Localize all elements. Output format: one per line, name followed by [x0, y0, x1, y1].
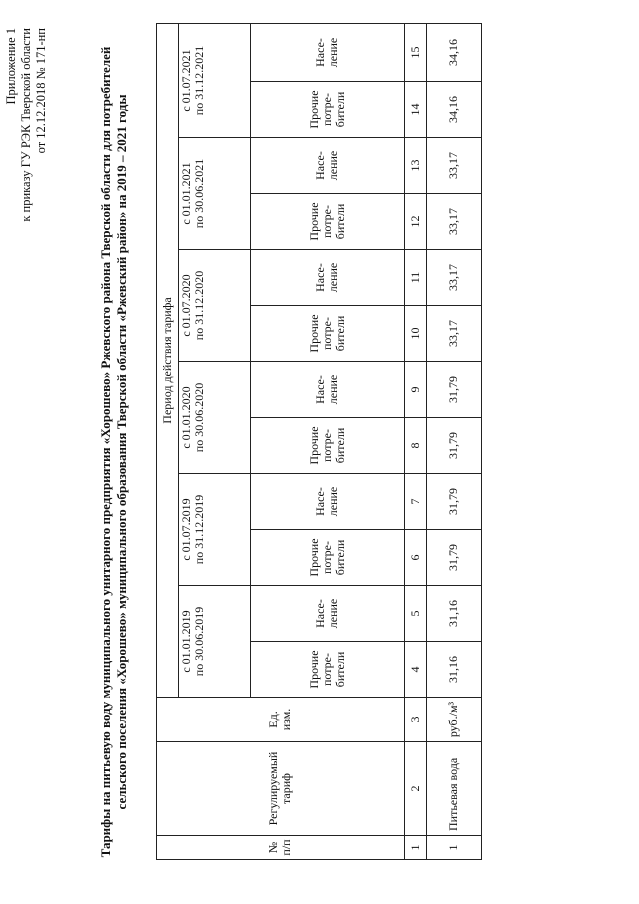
sub-other-5: Прочие потре- бители [250, 194, 404, 250]
sub-other-1: Прочие потре- бители [250, 642, 404, 698]
title-line-1: Тарифы на питьевую воду муниципального унитарного предприятия «Хорошево» Ржевского района Тверской области для потребителей [98, 46, 113, 858]
sub-population-6: Насе- ление [250, 23, 404, 81]
row-value: 31,16 [426, 642, 481, 698]
header-period-3: с 01.01.2020 по 30.06.2020 [179, 362, 251, 474]
row-unit: руб./м³ [426, 698, 481, 742]
row-value: 31,79 [426, 530, 481, 586]
header-period-2: с 01.07.2019 по 31.12.2019 [179, 474, 251, 586]
sub-population-4: Насе- ление [250, 250, 404, 306]
header-unit: Ед. изм. [157, 698, 405, 742]
appendix-line-2: к приказу ГУ РЭК Тверской области [19, 28, 33, 222]
row-value: 33,17 [426, 306, 481, 362]
col-number: 14 [404, 82, 426, 138]
col-number: 13 [404, 138, 426, 194]
col-number: 11 [404, 250, 426, 306]
col-number: 10 [404, 306, 426, 362]
header-period: Период действия тарифа [157, 23, 179, 697]
row-value: 31,79 [426, 418, 481, 474]
header-tariff: Регулируемый тариф [157, 742, 405, 836]
row-tariff: Питьевая вода [426, 742, 481, 836]
col-number: 2 [404, 742, 426, 836]
sub-population-2: Насе- ление [250, 474, 404, 530]
header-period-1: с 01.01.2019 по 30.06.2019 [179, 586, 251, 698]
row-value: 34,16 [426, 23, 481, 81]
table-row [426, 23, 481, 859]
col-number: 4 [404, 642, 426, 698]
appendix-block [4, 28, 49, 222]
appendix-line-1: Приложение 1 [4, 28, 18, 105]
row-num: 1 [426, 836, 481, 860]
sub-other-2: Прочие потре- бители [250, 530, 404, 586]
col-number: 5 [404, 586, 426, 642]
col-number: 12 [404, 194, 426, 250]
title-line-2: сельского поселения «Хорошево» муниципального образования Тверской области «Ржевский район» на 2019 – 2021 годы [114, 94, 129, 810]
sub-population-3: Насе- ление [250, 362, 404, 418]
sub-population-1: Насе- ление [250, 586, 404, 642]
row-value: 34,16 [426, 82, 481, 138]
document-title [98, 0, 130, 904]
tariff-table [156, 23, 482, 860]
row-value: 33,17 [426, 138, 481, 194]
col-number: 6 [404, 530, 426, 586]
header-num: № п/п [157, 836, 405, 860]
col-number: 3 [404, 698, 426, 742]
sub-other-6: Прочие потре- бители [250, 82, 404, 138]
header-period-5: с 01.01.2021 по 30.06.2021 [179, 138, 251, 250]
header-period-4: с 01.07.2020 по 31.12.2020 [179, 250, 251, 362]
row-value: 31,16 [426, 586, 481, 642]
row-value: 31,79 [426, 362, 481, 418]
col-number: 1 [404, 836, 426, 860]
sub-other-3: Прочие потре- бители [250, 418, 404, 474]
header-period-6: с 01.07.2021 по 31.12.2021 [179, 23, 251, 137]
col-number: 7 [404, 474, 426, 530]
sub-population-5: Насе- ление [250, 138, 404, 194]
col-number: 9 [404, 362, 426, 418]
col-number: 15 [404, 23, 426, 81]
row-value: 33,17 [426, 194, 481, 250]
row-value: 31,79 [426, 474, 481, 530]
sub-other-4: Прочие потре- бители [250, 306, 404, 362]
appendix-line-3: от 12.12.2018 № 171-нп [34, 28, 48, 154]
row-value: 33,17 [426, 250, 481, 306]
col-number: 8 [404, 418, 426, 474]
